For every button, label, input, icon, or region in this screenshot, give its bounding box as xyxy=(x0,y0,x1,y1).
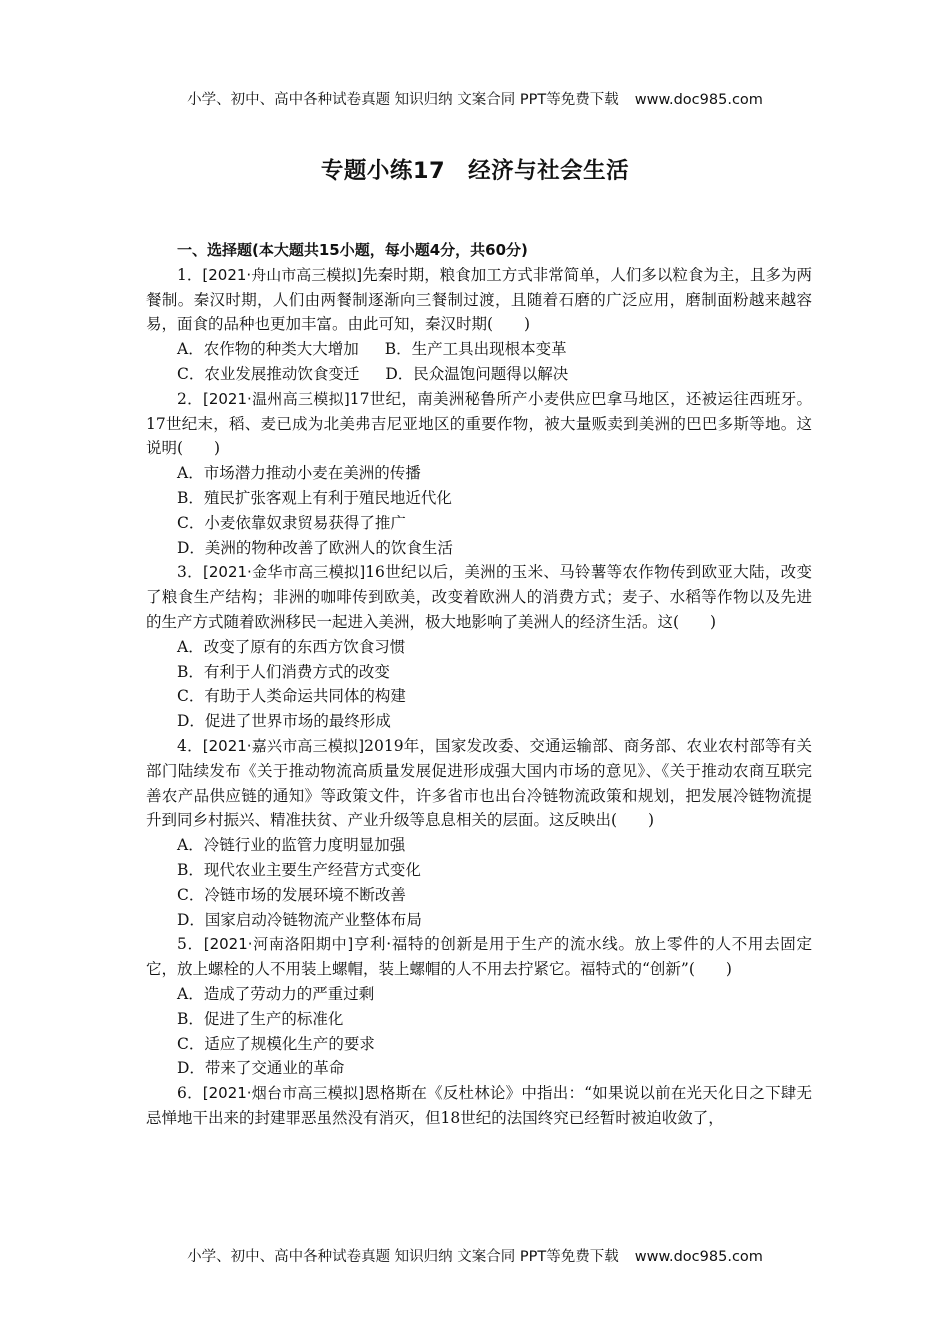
option-b[interactable]: B．殖民扩张客观上有利于殖民地近代化 xyxy=(177,488,452,507)
page-header xyxy=(0,88,950,109)
option-d[interactable]: D．国家启动冷链物流产业整体布局 xyxy=(177,910,422,929)
header-text: 小学、初中、高中各种试卷真题 知识归纳 文案合同 PPT等免费下载 xyxy=(187,92,619,108)
question-source: [2021·烟台市高三模拟] xyxy=(202,1084,365,1103)
option-d[interactable]: D．美洲的物种改善了欧洲人的饮食生活 xyxy=(177,538,453,557)
option-c[interactable]: C．适应了规模化生产的要求 xyxy=(177,1034,375,1053)
question-source: [2021·舟山市高三模拟] xyxy=(202,265,363,284)
option-d[interactable]: D．促进了世界市场的最终形成 xyxy=(177,712,391,731)
section-heading: 一、选择题(本大题共15小题，每小题4分，共60分) xyxy=(177,241,528,259)
option-b[interactable]: B．有利于人们消费方式的改变 xyxy=(177,662,390,681)
question-number: 6． xyxy=(177,1084,203,1103)
option-b[interactable]: B．生产工具出现根本变革 xyxy=(384,340,567,359)
question-source: [2021·金华市高三模拟] xyxy=(203,563,366,582)
question-content xyxy=(146,238,812,1131)
question-4-stem xyxy=(146,734,812,833)
option-d[interactable]: D．民众温饱问题得以解决 xyxy=(385,364,569,383)
option-a[interactable]: A．造成了劳动力的严重过剩 xyxy=(177,984,375,1003)
question-number: 2． xyxy=(177,389,203,408)
question-source: [2021·河南洛阳期中] xyxy=(203,935,354,954)
question-3-stem xyxy=(146,560,812,634)
footer-text: 小学、初中、高中各种试卷真题 知识归纳 文案合同 PPT等免费下载 xyxy=(187,1249,619,1265)
question-number: 3． xyxy=(177,563,203,582)
option-b[interactable]: B．促进了生产的标准化 xyxy=(177,1009,344,1028)
question-number: 5． xyxy=(177,935,204,954)
question-text: 恩格斯在《反杜林论》中指出：“如果说以前在光天化日之下肆无忌惮地干出来的封建罪恶虽然没有消灭，但18世纪的法国终究已经暂时被迫收敛了， xyxy=(146,1084,812,1127)
option-b[interactable]: B．现代农业主要生产经营方式变化 xyxy=(177,860,421,879)
question-5-stem xyxy=(146,932,812,982)
question-source: [2021·嘉兴市高三模拟] xyxy=(202,736,365,755)
question-number: 1． xyxy=(177,265,203,284)
option-c[interactable]: C．小麦依靠奴隶贸易获得了推广 xyxy=(177,513,406,532)
question-source: [2021·温州高三模拟] xyxy=(202,389,350,408)
question-number: 4． xyxy=(177,736,203,755)
option-c[interactable]: C．冷链市场的发展环境不断改善 xyxy=(177,885,406,904)
page-footer xyxy=(0,1245,950,1266)
question-text: 2019年，国家发改委、交通运输部、商务部、农业农村部等有关部门陆续发布《关于推动物流高质量发展促进形成强大国内市场的意见》、《关于推动农商互联完善农产品供应链的通知》等政策文件，许多省市也出台冷链物流政策和规划，把发展冷链物流提升到同乡村振兴、精准扶贫、产业升级等息息相关的层面。这反映出( ) xyxy=(146,736,812,830)
option-a[interactable]: A．市场潜力推动小麦在美洲的传播 xyxy=(177,464,421,483)
question-text: 16世纪以后，美洲的玉米、马铃薯等农作物传到欧亚大陆，改变了粮食生产结构；非洲的咖啡传到欧美，改变着欧洲人的消费方式；麦子、水稻等作物以及先进的生产方式随着欧洲移民一起进入美洲，极大地影响了美洲人的经济生活。这( ) xyxy=(146,563,812,631)
option-a[interactable]: A．改变了原有的东西方饮食习惯 xyxy=(177,637,406,656)
footer-url[interactable]: www.doc985.com xyxy=(634,1249,763,1265)
question-text: 先秦时期，粮食加工方式非常简单，人们多以粒食为主，且多为两餐制。秦汉时期，人们由两餐制逐渐向三餐制过渡，且随着石磨的广泛应用，磨制面粉越来越容易，面食的品种也更加丰富。由此可知，秦汉时期( ) xyxy=(146,265,812,334)
question-text: 亨利·福特的创新是用于生产的流水线。放上零件的人不用去固定它，放上螺栓的人不用装上螺帽，装上螺帽的人不用去拧紧它。福特式的“创新”( ) xyxy=(146,935,812,979)
question-2-stem xyxy=(146,387,812,461)
option-a[interactable]: A．农作物的种类大大增加 xyxy=(177,340,359,359)
option-d[interactable]: D．带来了交通业的革命 xyxy=(177,1059,345,1078)
question-1-stem xyxy=(146,263,812,337)
question-text: 17世纪，南美洲秘鲁所产小麦供应巴拿马地区，还被运往西班牙。17世纪末，稻、麦已成为北美弗吉尼亚地区的重要作物，被大量贩卖到美洲的巴巴多斯等地。这说明( ) xyxy=(146,389,812,458)
option-c[interactable]: C．有助于人类命运共同体的构建 xyxy=(177,687,406,706)
question-1-options-row-2 xyxy=(146,362,812,387)
question-6-stem xyxy=(146,1081,812,1131)
page-title: 专题小练17 经济与社会生活 xyxy=(320,158,630,184)
option-a[interactable]: A．冷链行业的监管力度明显加强 xyxy=(177,836,406,855)
option-c[interactable]: C．农业发展推动饮食变迁 xyxy=(177,364,360,383)
header-url[interactable]: www.doc985.com xyxy=(634,92,763,108)
question-1-options-row-1 xyxy=(146,337,812,362)
